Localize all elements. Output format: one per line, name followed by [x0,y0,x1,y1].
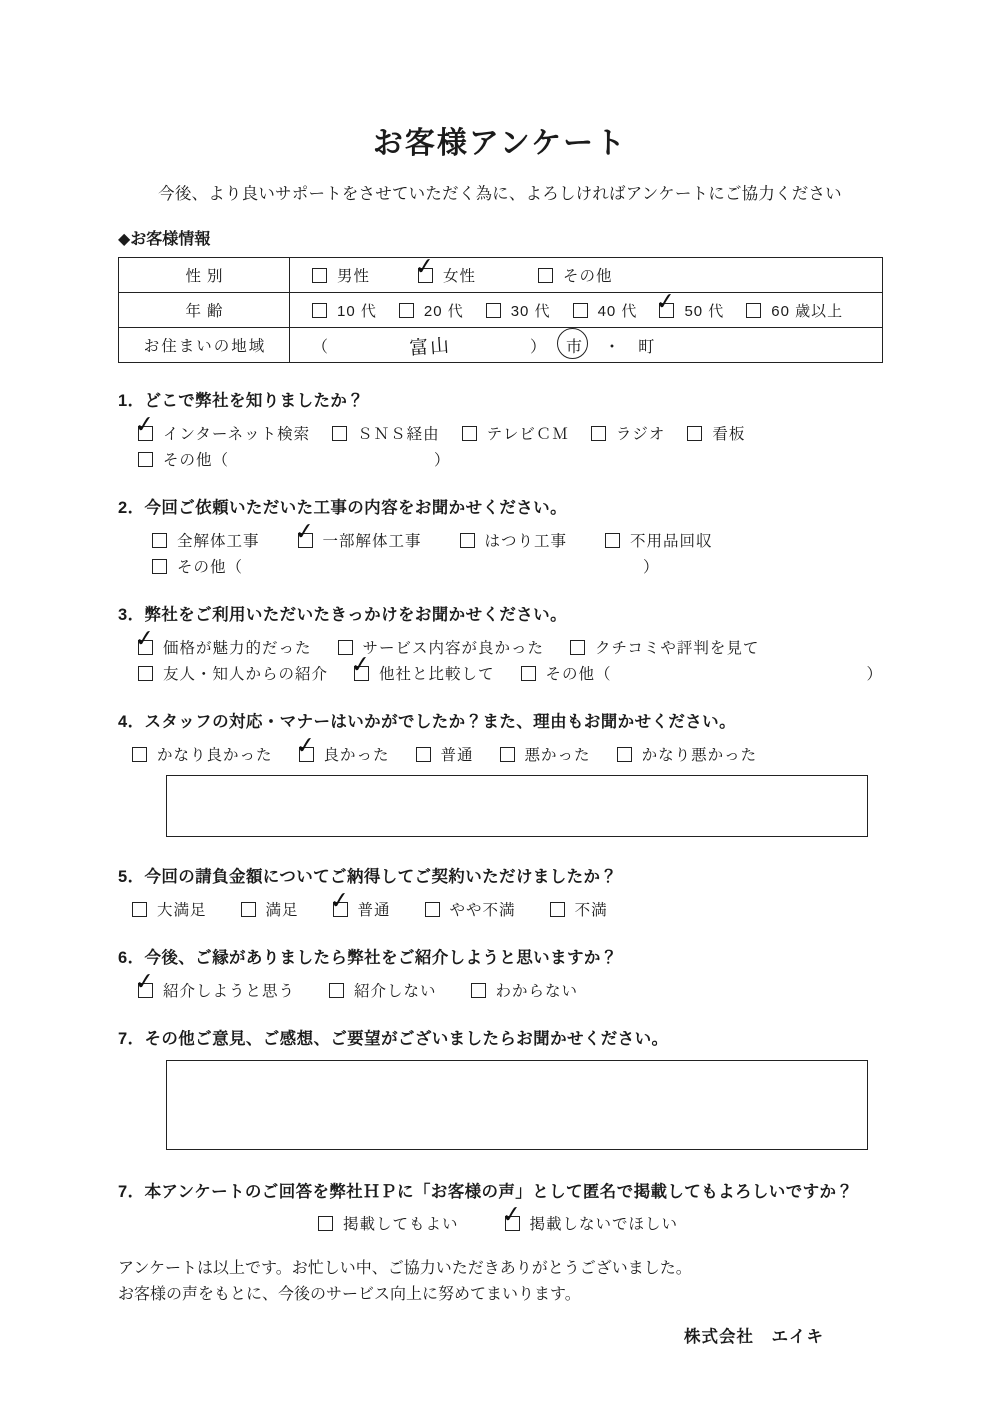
option-label: 不用品回収 [630,533,713,550]
q1-option-tvcm[interactable] [462,422,569,444]
checkbox-icon[interactable] [416,747,431,762]
checkbox-icon[interactable] [486,303,501,318]
q3-option-service[interactable] [338,636,545,658]
checkbox-icon[interactable] [312,268,327,283]
q2-option-disposal[interactable] [605,529,713,551]
checkbox-icon[interactable] [312,303,327,318]
age-label: 年齢 [119,293,290,328]
option-label: 満足 [265,902,299,919]
page-title: お客様アンケート [372,127,628,160]
option-label: 他社と比較して [379,666,495,683]
question-2 [118,494,882,577]
option-label: 不満 [574,902,608,919]
checkbox-icon[interactable] [138,666,153,681]
option-label: ラジオ [615,426,666,443]
area-value-cell[interactable] [290,328,883,363]
table-row-gender [119,258,883,293]
checkbox-icon[interactable] [132,902,147,917]
q5-option-dissatisfied[interactable] [550,898,608,920]
checkbox-icon[interactable] [550,902,565,917]
option-label: テレビＣＭ [486,426,569,443]
checkbox-icon[interactable]: ✓ [299,747,314,762]
option-label: 普通 [440,747,474,764]
q1-option-radio[interactable] [591,422,666,444]
table-row-area [119,328,883,363]
q7-freetext-box[interactable] [166,1060,868,1150]
checkbox-icon[interactable] [460,533,475,548]
checkbox-icon[interactable] [573,303,588,318]
option-label: 全解体工事 [177,533,260,550]
option-label: 友人・知人からの紹介 [163,666,329,683]
question-1-title: 1．どこで弊社を知りましたか？ [118,392,365,410]
customer-info-table [118,252,883,363]
checkbox-icon[interactable] [132,747,147,762]
area-separator: ・ [604,338,623,356]
option-label: 価格が魅力的だった [163,640,312,657]
checkbox-icon[interactable] [152,533,167,548]
option-label: 50 代 [684,302,725,320]
gender-options-cell [290,252,883,293]
q3-option-reviews[interactable] [570,636,759,658]
option-label: わからない [495,983,579,1000]
age-option-20s[interactable] [399,300,464,321]
question-7-title: 7．その他ご意見、ご感想、ご要望がございましたらお聞かせください。 [118,1030,669,1048]
checkbox-icon[interactable]: ✓ [333,902,348,917]
q3-option-other[interactable] [521,662,612,684]
age-option-30s[interactable] [486,300,551,321]
gender-option-other[interactable] [538,264,613,286]
q5-option-very-satisfied[interactable] [132,898,207,920]
q4-option-very-bad[interactable] [617,743,758,765]
checkbox-icon[interactable] [605,533,620,548]
checkbox-icon[interactable] [746,303,761,318]
checkbox-icon[interactable] [471,983,486,998]
option-label: 一部解体工事 [322,533,422,550]
checkbox-icon[interactable] [462,426,477,441]
q4-option-normal[interactable] [416,743,474,765]
checkbox-icon[interactable] [138,452,153,467]
question-3-title: 3．弊社をご利用いただいたきっかけをお聞かせください。 [118,606,567,624]
option-label: 普通 [357,902,391,919]
option-label: その他 [563,268,613,285]
checkbox-icon[interactable]: ✓ [138,640,153,655]
q3-option-comparison[interactable] [349,650,495,684]
option-label: 悪かった [524,747,591,764]
q1-option-other[interactable] [138,448,229,470]
option-label: 女性 [443,268,477,285]
option-label: 掲載しないでほしい [529,1216,679,1233]
option-label: 40 代 [597,302,638,320]
option-label: 20 代 [423,302,464,320]
q4-option-good[interactable] [293,731,390,765]
q4-option-bad[interactable] [500,743,591,765]
q6-option-unsure[interactable] [471,979,579,1001]
age-option-40s[interactable] [573,300,638,321]
customer-info-heading: ◆お客様情報 [118,231,211,248]
question-2-title: 2．今回ご依頼いただいた工事の内容をお聞かせください。 [118,499,567,517]
company-signature: 株式会社 エイキ [684,1327,824,1346]
option-label: 大満足 [157,902,207,919]
option-label: かなり悪かった [641,747,758,764]
checkbox-icon[interactable] [570,640,585,655]
checkbox-icon[interactable] [687,426,702,441]
checkbox-icon[interactable] [152,559,167,574]
option-label: 男性 [337,268,371,285]
checkbox-icon[interactable] [538,268,553,283]
question-6-title: 6．今後、ご縁がありましたら弊社をご紹介しようと思いますか？ [118,949,618,967]
gender-option-female[interactable] [413,252,477,286]
q1-option-sns[interactable] [332,422,440,444]
q2-option-partial-demolition[interactable] [292,517,422,551]
checkbox-icon[interactable]: ✓ [418,268,433,283]
option-label: その他（ [177,559,244,576]
question-1 [118,387,882,470]
closing-message [118,1256,882,1309]
area-open-paren: （ [312,338,331,356]
area-label: お住まいの地域 [119,328,290,363]
checkbox-icon[interactable] [338,640,353,655]
option-label: かなり良かった [157,747,273,764]
q4-option-very-good[interactable] [132,743,273,765]
question-7-freetext [118,1025,882,1150]
question-3 [118,601,882,684]
q3-option-referral[interactable] [138,662,328,684]
q2-option-full-demolition[interactable] [152,529,260,551]
q2-option-other[interactable] [152,555,243,577]
option-label: 30 代 [510,302,551,320]
q2-other-close-paren: ） [643,559,659,576]
q5-option-satisfied[interactable] [241,898,299,920]
checkbox-icon[interactable] [332,426,347,441]
age-option-60plus[interactable] [746,300,843,321]
q2-option-hatsuri[interactable] [460,529,568,551]
checkbox-icon[interactable] [318,1216,333,1231]
q6-option-would-not-refer[interactable] [329,979,437,1001]
question-4 [118,708,882,837]
gender-option-male[interactable] [312,264,370,286]
option-label: 10 代 [337,302,377,320]
q1-other-close-paren: ） [434,452,450,469]
q4-freetext-box[interactable] [166,775,868,837]
option-label: 60 歳以上 [771,302,844,320]
checkbox-icon[interactable]: ✓ [138,983,153,998]
area-handwritten-value: 富山 [408,334,452,359]
checkbox-icon[interactable]: ✓ [505,1216,520,1231]
q7b-option-deny[interactable] [499,1200,679,1234]
question-5 [118,863,882,920]
option-label: インターネット検索 [163,426,311,443]
checkbox-icon[interactable]: ✓ [354,666,369,681]
closing-line-2: お客様の声をもとに、今後のサービス向上に努めてまいります。 [118,1286,581,1304]
q3-option-price[interactable] [133,624,312,658]
checkbox-icon[interactable]: ✓ [138,426,153,441]
checkbox-icon[interactable]: ✓ [298,533,313,548]
checkbox-icon[interactable] [521,666,536,681]
question-6 [118,944,882,1001]
checkbox-icon[interactable] [617,747,632,762]
gender-label: 性別 [119,258,290,293]
q3-other-close-paren: ） [866,666,882,683]
option-label: クチコミや評判を見て [595,640,760,657]
area-town-option[interactable]: 町 [638,338,657,356]
checkbox-icon[interactable] [425,902,440,917]
q1-option-signboard[interactable] [687,422,745,444]
area-city-option[interactable]: 市 [562,334,588,357]
page-subtitle: 今後、より良いサポートをさせていただく為に、よろしければアンケートにご協力ください [158,185,842,203]
area-close-paren: ） [530,338,549,356]
table-row-age [119,293,883,328]
age-option-10s[interactable] [312,300,377,321]
q5-option-normal[interactable] [327,886,391,920]
age-options-cell [290,287,883,328]
option-label: 紹介しない [354,983,437,1000]
q5-option-somewhat-dissatisfied[interactable] [425,898,516,920]
closing-line-1: アンケートは以上です。お忙しい中、ご協力いただきありがとうございました。 [118,1260,692,1277]
checkbox-icon[interactable] [591,426,606,441]
question-4-title: 4．スタッフの対応・マナーはいかがでしたか？また、理由もお聞かせください。 [118,713,736,731]
option-label: その他（ [163,452,230,469]
checkbox-icon[interactable]: ✓ [659,303,674,318]
checkbox-icon[interactable] [399,303,414,318]
checkbox-icon[interactable] [329,983,344,998]
option-label: やや不満 [449,902,516,919]
age-option-50s[interactable] [654,287,725,321]
question-5-title: 5．今回の請負金額についてご納得してご契約いただけましたか？ [118,868,618,886]
option-label: その他（ [545,666,612,683]
option-label: 紹介しようと思う [163,983,296,1000]
checkbox-icon[interactable] [500,747,515,762]
option-label: 良かった [323,747,390,764]
question-7b-title: 7．本アンケートのご回答を弊社ＨＰに「お客様の声」として匿名で掲載してもよろしいですか？ [118,1183,854,1201]
option-label: ＳＮＳ経由 [357,426,440,443]
option-label: 掲載してもよい [343,1216,459,1233]
option-label: 看板 [712,426,746,443]
checkbox-icon[interactable] [241,902,256,917]
option-label: はつり工事 [484,533,568,550]
q6-option-would-refer[interactable] [133,967,296,1001]
q7b-option-allow[interactable] [318,1212,459,1234]
question-7b-publication [118,1178,882,1234]
option-label: サービス内容が良かった [362,640,545,657]
q1-option-internet[interactable] [133,410,311,444]
